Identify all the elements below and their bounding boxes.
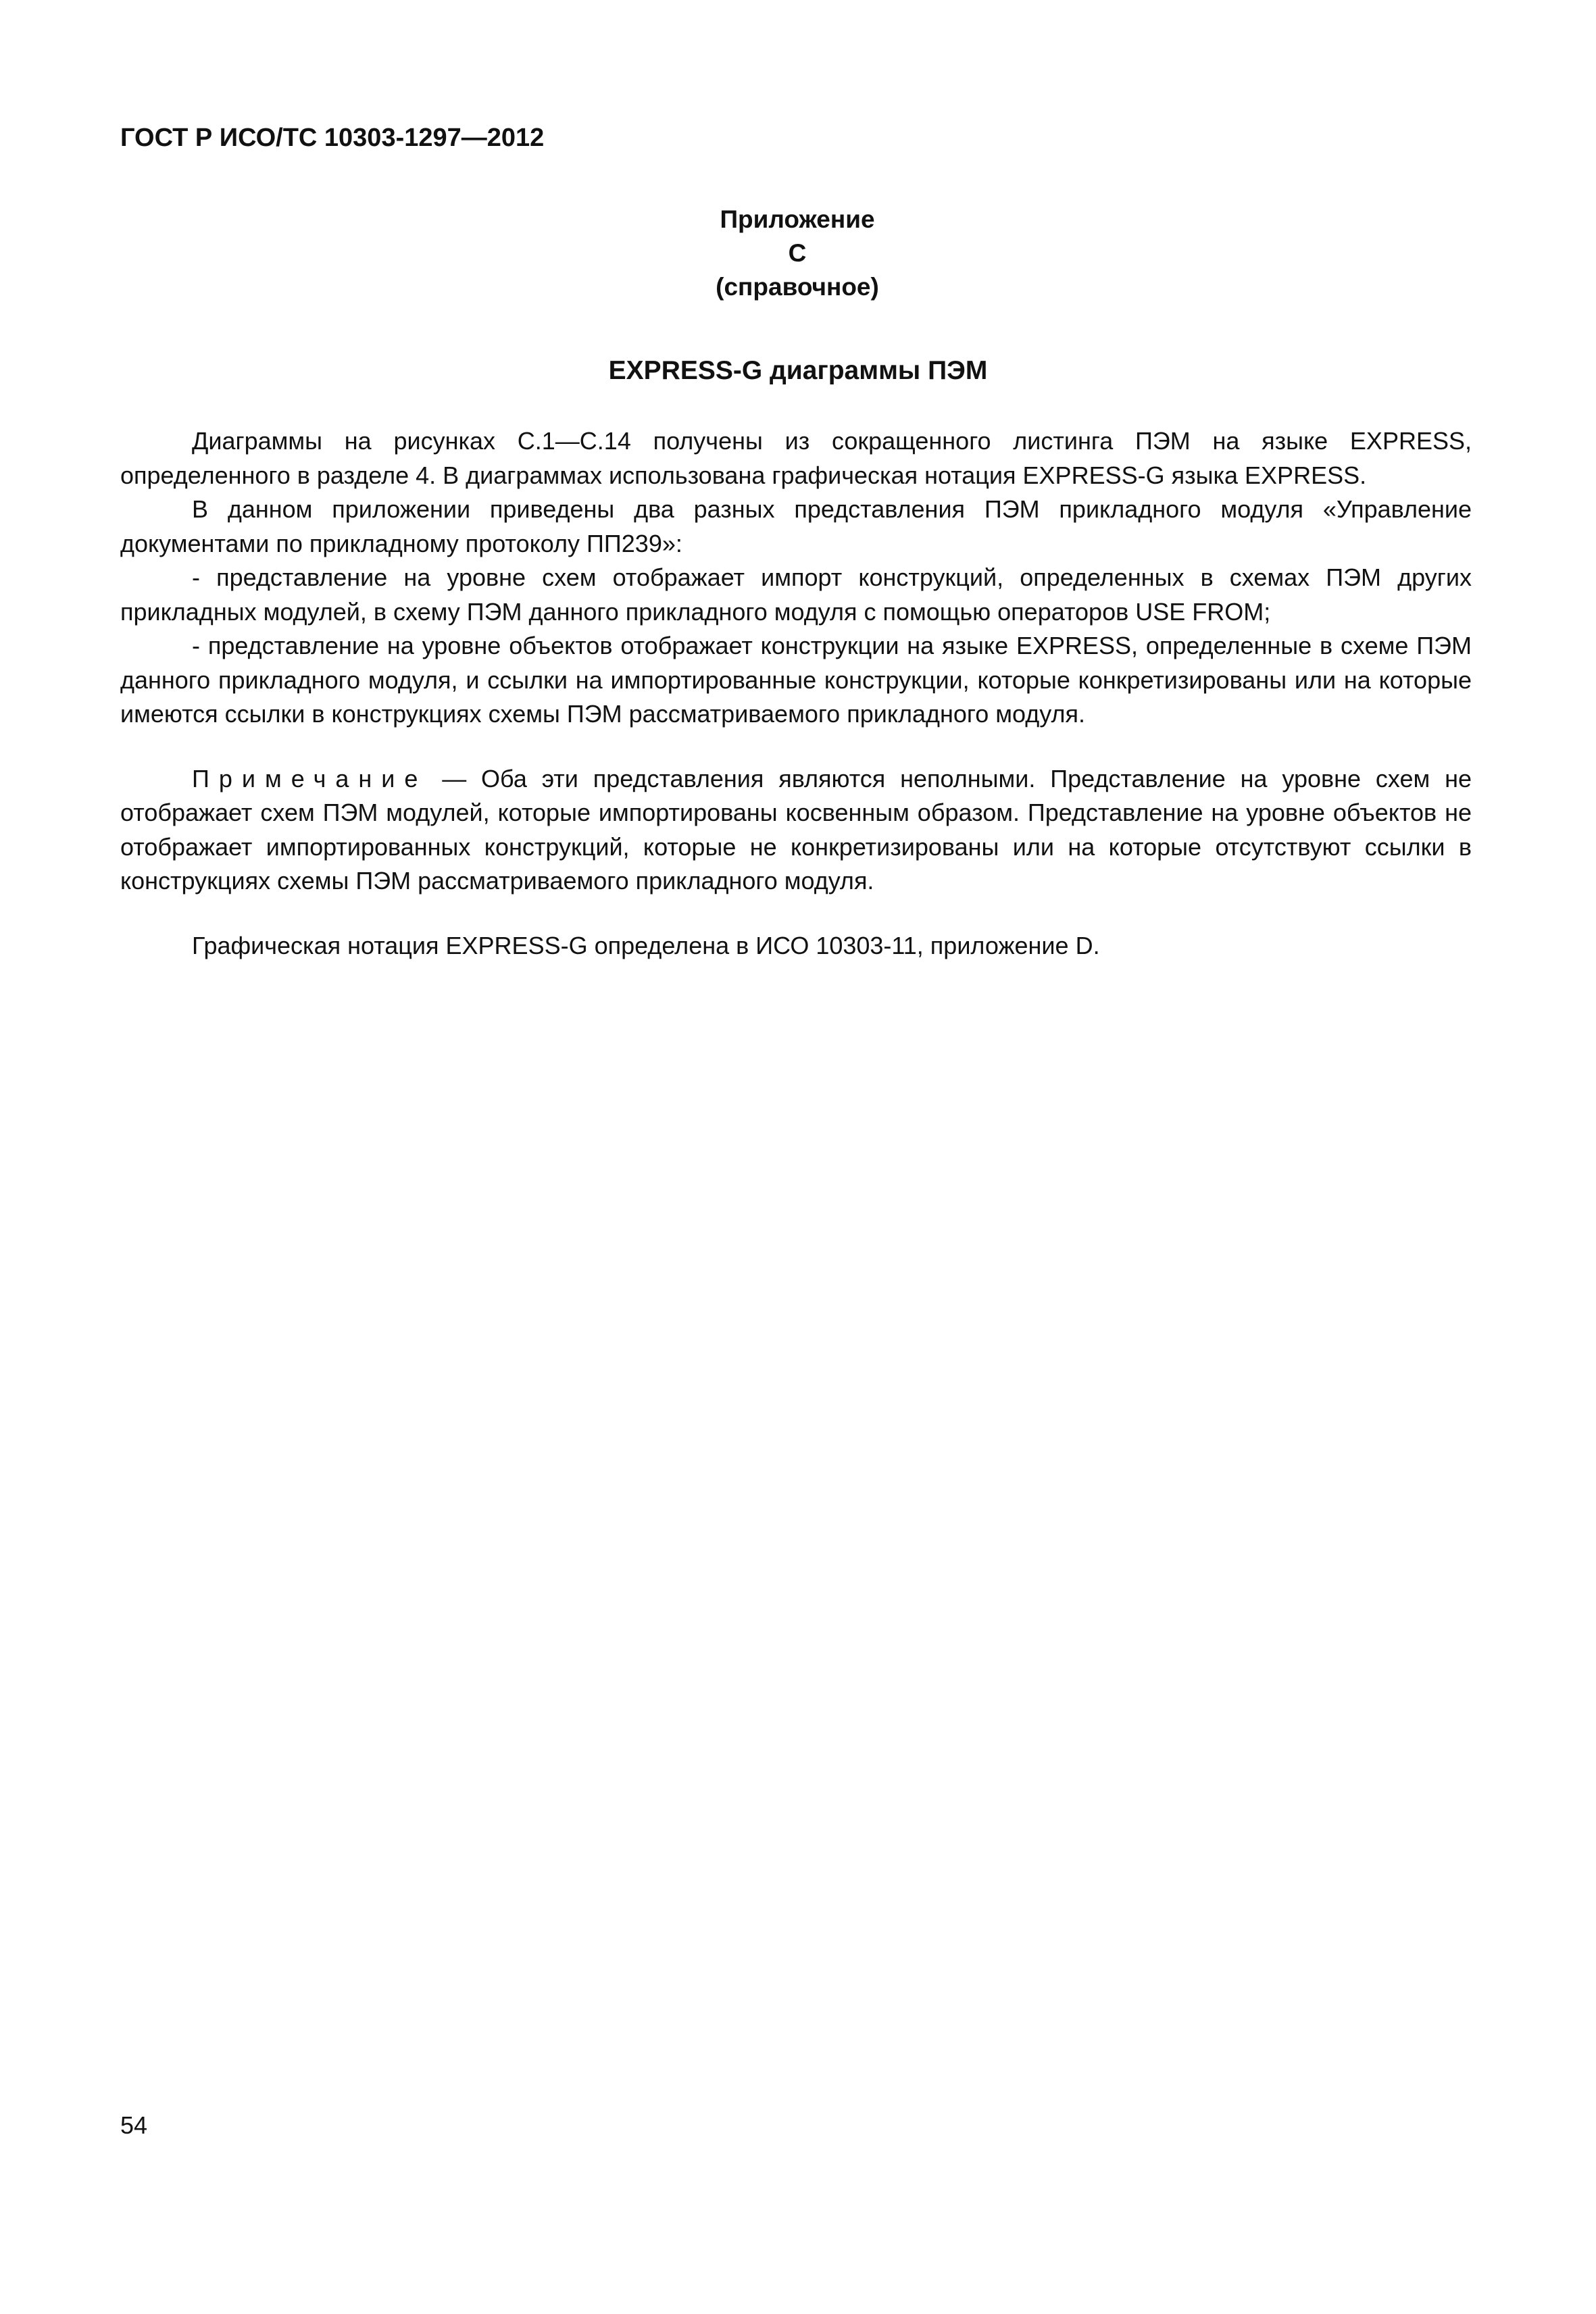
section-title xyxy=(0,356,1596,386)
annex-status: (справочное) xyxy=(716,273,879,301)
note-label: Примечание xyxy=(192,764,428,793)
paragraph-object-level: - представление на уровне объектов отображает конструкции на языке EXPRESS, определенные в схеме ПЭМ данного прикладного модуля, и ссылки на импортированные конструкции, которые конкретизированы или на которые имеются ссылки в конструкциях схемы ПЭМ рассматриваемого прикладного модуля. xyxy=(120,632,1472,728)
paragraph-schema-level: - представление на уровне схем отображает импорт конструкций, определенных в схемах ПЭМ других прикладных модулей, в схему ПЭМ данного прикладного модуля с помощью операторов USE FROM; xyxy=(120,563,1472,626)
paragraph-notation: Графическая нотация EXPRESS-G определена в ИСО 10303-11, приложение D. xyxy=(192,931,1100,959)
page-number: 54 xyxy=(120,2111,148,2139)
document-header: ГОСТ Р ИСО/ТС 10303-1297—2012 xyxy=(120,124,545,152)
section-title-text: EXPRESS-G диаграммы ПЭМ xyxy=(608,356,988,385)
annex-title: Приложение С xyxy=(720,205,875,267)
paragraph-intro: Диаграммы на рисунках С.1—С.14 получены из сокращенного листинга ПЭМ на языке EXPRESS, определенного в разделе 4. В диаграммах использована графическая нотация EXPRESS-G языка EXPRESS. xyxy=(120,427,1472,489)
paragraph-representations: В данном приложении приведены два разных представления ПЭМ прикладного модуля «Управление документами по прикладному протоколу ПП239»: xyxy=(120,495,1472,557)
note-paragraph xyxy=(120,762,1472,899)
note-text: — Оба эти представления являются неполными. Представление на уровне схем не отображает схем ПЭМ модулей, которые импортированы косвенным образом. Представление на уровне объектов не отображает импортированных конструкций, которые не конкретизированы или на которые отсутствуют ссылки в конструкциях схемы ПЭМ рассматриваемого прикладного модуля. xyxy=(120,764,1472,895)
annex-heading-inner xyxy=(713,203,882,304)
body-text xyxy=(120,424,1472,963)
